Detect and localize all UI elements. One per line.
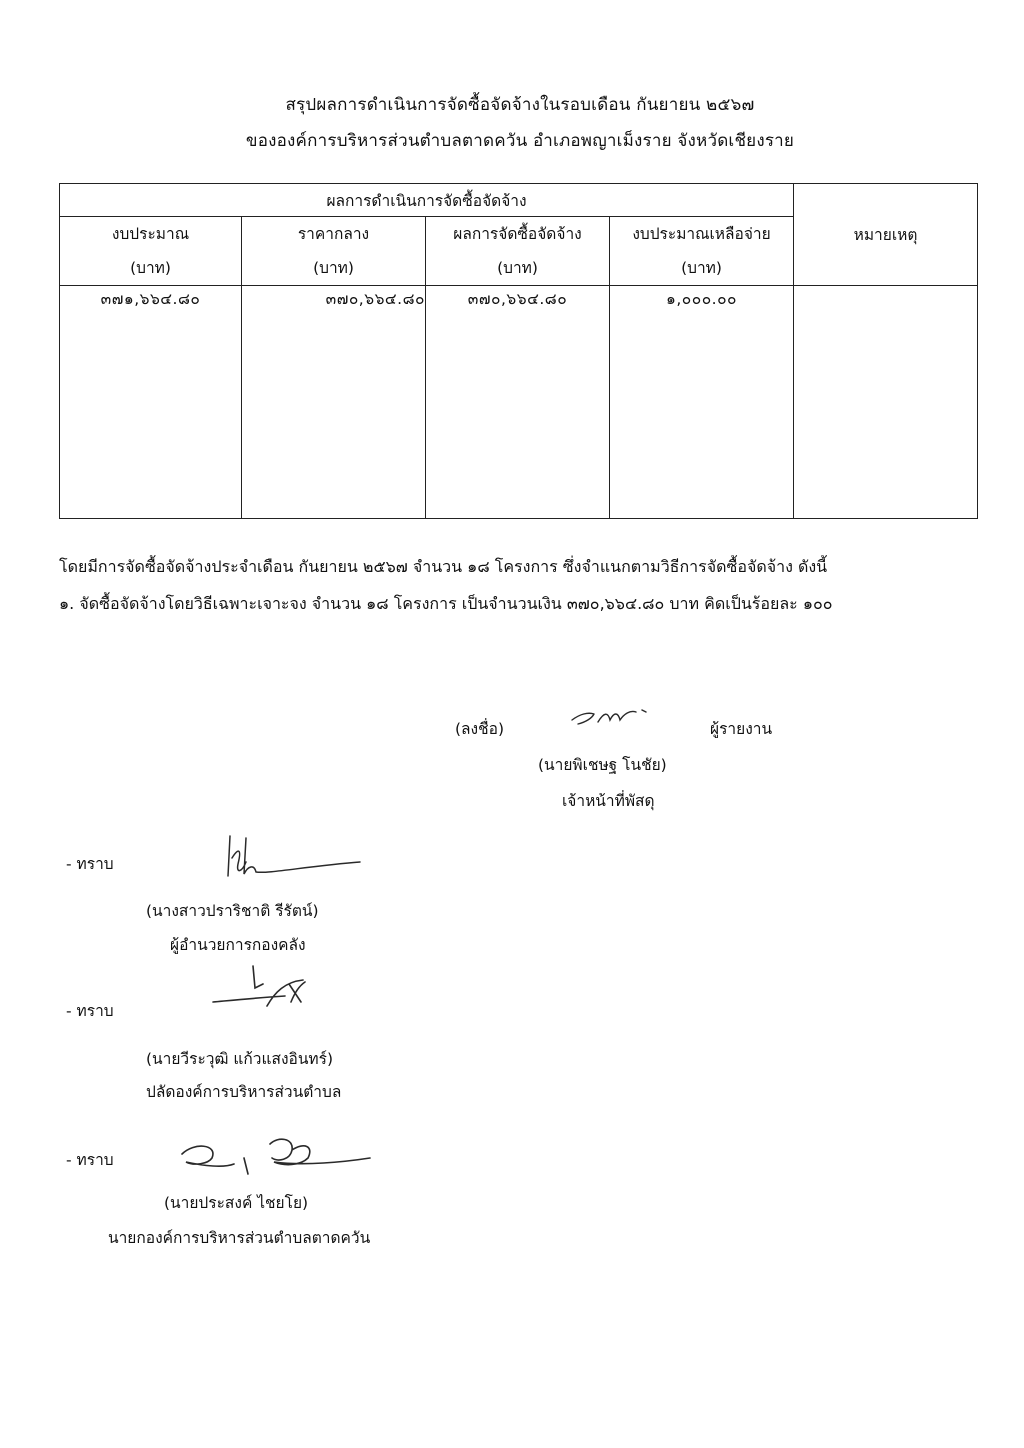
document-title-line1: สรุปผลการดำเนินการจัดซื้อจัดจ้างในรอบเดือน กันยายน ๒๕๖๗	[285, 95, 755, 115]
column-header-remaining-budget	[610, 217, 794, 286]
column-header-procurement-result	[426, 217, 610, 286]
table-remark-header: หมายเหตุ	[794, 184, 978, 286]
acknowledge-label: - ทราบ	[66, 855, 114, 873]
mayor-signature	[174, 1132, 374, 1190]
table-cell-remark	[794, 286, 978, 519]
acknowledge-label: - ทราบ	[66, 1151, 114, 1169]
finance-director-signature	[208, 828, 368, 888]
table-row	[60, 286, 978, 519]
reporter-sign-label: (ลงชื่อ)	[455, 720, 504, 738]
reporter-signature	[568, 700, 658, 732]
mayor-position: นายกองค์การบริหารส่วนตำบลตาดควัน	[108, 1229, 371, 1247]
document-title-line2: ขององค์การบริหารส่วนตำบลตาดควัน อำเภอพญาเม็งราย จังหวัดเชียงราย	[245, 131, 795, 151]
table-cell-median-price: ๓๗๐,๖๖๔.๘๐	[242, 286, 426, 519]
finance-director-position: ผู้อำนวยการกองคลัง	[170, 936, 306, 954]
chief-administrator-position: ปลัดองค์การบริหารส่วนตำบล	[146, 1083, 342, 1101]
chief-administrator-signature	[205, 962, 315, 1022]
summary-line1: โดยมีการจัดซื้อจัดจ้างประจำเดือน กันยายน ๒๕๖๗ จำนวน ๑๘ โครงการ ซึ่งจำแนกตามวิธีการจัดซื้อจัดจ้าง ดังนี้	[59, 557, 828, 576]
column-header-budget	[60, 217, 242, 286]
column-header-unit: (บาท)	[313, 259, 354, 277]
column-header-median-price	[242, 217, 426, 286]
finance-director-name: (นางสาวปราริชาติ รีรัตน์)	[146, 902, 319, 920]
column-header-unit: (บาท)	[681, 259, 722, 277]
table-cell-remaining-budget: ๑,๐๐๐.๐๐	[610, 286, 794, 519]
reporter-role-label: ผู้รายงาน	[710, 720, 773, 738]
procurement-summary-table	[59, 183, 978, 519]
column-header-unit: (บาท)	[497, 259, 538, 277]
summary-line2: ๑. จัดซื้อจัดจ้างโดยวิธีเฉพาะเจาะจง จำนวน ๑๘ โครงการ เป็นจำนวนเงิน ๓๗๐,๖๖๔.๘๐ บาท คิดเป็นร้อยละ ๑๐๐	[59, 594, 833, 613]
reporter-name: (นายพิเชษฐ โนชัย)	[538, 756, 667, 774]
mayor-name: (นายประสงค์ ไชยโย)	[164, 1194, 309, 1212]
column-header-unit: (บาท)	[130, 259, 171, 277]
acknowledge-label: - ทราบ	[66, 1002, 114, 1020]
table-cell-budget: ๓๗๑,๖๖๔.๘๐	[60, 286, 242, 519]
reporter-position: เจ้าหน้าที่พัสดุ	[562, 792, 655, 810]
column-header-label: งบประมาณเหลือจ่าย	[632, 225, 771, 243]
column-header-label: งบประมาณ	[111, 225, 190, 243]
column-header-label: ผลการจัดซื้อจัดจ้าง	[453, 225, 582, 243]
column-header-label: ราคากลาง	[297, 225, 370, 243]
table-cell-procurement-result: ๓๗๐,๖๖๔.๘๐	[426, 286, 610, 519]
chief-administrator-name: (นายวีระวุฒิ แก้วแสงอินทร์)	[146, 1050, 334, 1068]
table-group-header: ผลการดำเนินการจัดซื้อจัดจ้าง	[60, 184, 794, 217]
